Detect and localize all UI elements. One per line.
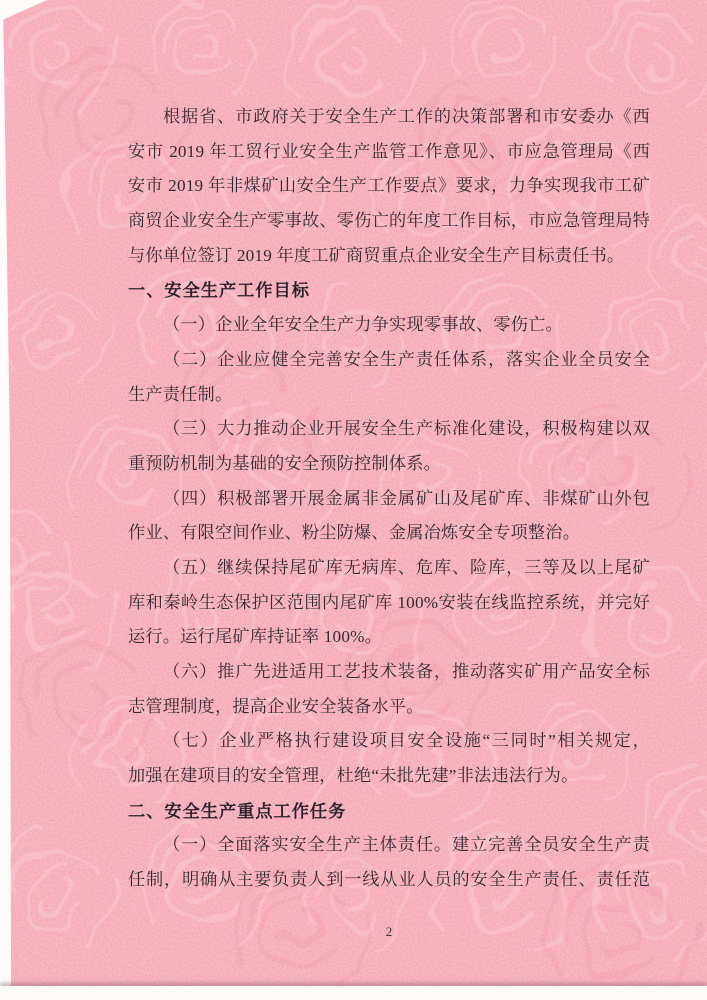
text-line: 重预防机制为基础的安全预防控制体系。 — [128, 453, 441, 473]
text-line: （四）积极部署开展金属非金属矿山及尾矿库、非煤矿山外包 — [163, 488, 650, 508]
text-line: 作业、有限空间作业、粉尘防爆、金属冶炼安全专项整治。 — [128, 523, 581, 543]
text-line: 任制，明确从主要负责人到一线从业人员的安全生产责任、责任范 — [128, 870, 650, 890]
text-line: 与你单位签订 2019 年度工矿商贸重点企业安全生产目标责任书。 — [128, 245, 625, 265]
scan-bottom-edge-artifact — [0, 986, 707, 1000]
document-body — [128, 100, 650, 898]
text-line: 库和秦岭生态保护区范围内尾矿库 100%安装在线监控系统，并完好 — [128, 592, 650, 612]
text-line: 商贸企业安全生产零事故、零伤亡的年度工作目标，市应急管理局特 — [128, 211, 650, 231]
text-line: 根据省、市政府关于安全生产工作的决策部署和市安委办《西 — [163, 107, 650, 126]
section-heading: 一、安全生产工作目标 — [128, 280, 310, 301]
text-line: 安市 2019 年非煤矿山安全生产工作要点》要求，力争实现我市工矿 — [128, 176, 650, 196]
text-line: （五）继续保持尾矿库无病库、危库、险库，三等及以上尾矿 — [163, 557, 650, 577]
text-line: （六）推广先进适用工艺技术装备，推动落实矿用产品安全标 — [163, 662, 650, 681]
text-line: （二）企业应健全完善安全生产责任体系，落实企业全员安全 — [163, 349, 650, 369]
page-number: 2 — [385, 924, 393, 939]
text-line: 志管理制度，提高企业安全装备水平。 — [128, 696, 424, 716]
text-line: （一）企业全年安全生产力争实现零事故、零伤亡。 — [163, 315, 563, 335]
text-line: 生产责任制。 — [128, 384, 233, 404]
text-line: 运行。运行尾矿库持证率 100%。 — [128, 627, 383, 647]
text-line: （七）企业严格执行建设项目安全设施“三同时”相关规定， — [163, 731, 650, 751]
text-line: 安市 2019 年工贸行业安全生产监管工作意见》、市应急管理局《西 — [128, 141, 650, 161]
text-line: （一）全面落实安全生产主体责任。建立完善全员安全生产责 — [163, 835, 650, 855]
section-heading: 二、安全生产重点工作任务 — [128, 800, 347, 821]
text-line: （三）大力推动企业开展安全生产标准化建设，积极构建以双 — [163, 419, 650, 439]
text-line: 加强在建项目的安全管理，杜绝“未批先建”非法违法行为。 — [128, 766, 579, 786]
